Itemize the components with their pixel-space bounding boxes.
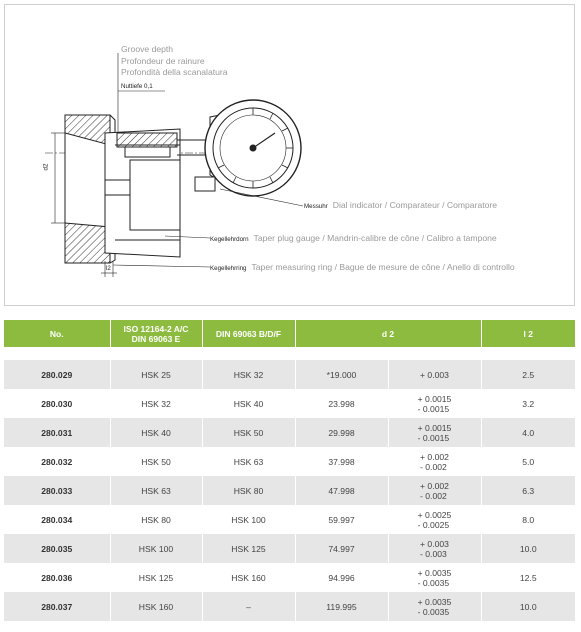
tolerance-plus: + 0.003 [420,369,449,380]
cell-d2: 23.998 [295,389,388,418]
tolerance-minus: - 0.0035 [417,577,450,588]
cell-no: 280.034 [4,505,110,534]
tolerance-minus: - 0.002 [420,490,447,501]
callout-taper-ring [210,262,515,274]
cell-iso: HSK 125 [110,563,202,592]
callout-plug-de: Kegellehrdorn [210,236,249,243]
tolerance-minus: - 0.0025 [417,519,450,530]
header-din: DIN 69063 B/D/F [202,320,295,347]
l2-label: l2 [106,265,111,272]
cell-tolerance [388,476,481,505]
tolerance-minus: - 0.003 [420,548,447,559]
spec-table [4,320,575,621]
cell-l2: 3.2 [522,398,535,409]
tolerance-values [420,452,449,472]
tolerance-minus: - 0.0015 [417,432,450,443]
cell-l2: 4.0 [481,418,575,447]
tolerance-values [420,481,449,501]
callout-ring-de: Kegellehrring [210,265,247,272]
cell-d2: 29.998 [295,418,388,447]
tolerance-minus: - 0.002 [420,461,447,472]
cell-din: HSK 32 [202,360,295,389]
cell-tolerance [388,418,481,447]
cell-l2: 6.3 [481,476,575,505]
groove-depth-label-it: Profondità della scanalatura [121,67,228,77]
tolerance-values [418,597,452,617]
callout-taper-plug [210,233,497,245]
nuttiefe-label: Nuttiefe 0,1 [121,83,153,90]
header-d2: d 2 [295,320,481,347]
cell-no: 280.031 [4,418,110,447]
cell-iso: HSK 80 [110,505,202,534]
cell-din: HSK 80 [202,476,295,505]
cell-l2: 12.5 [519,572,537,583]
tolerance-plus: + 0.0035 [417,596,452,607]
cell-tolerance [388,563,481,592]
header-iso-line1: ISO 12164-2 A/C [123,323,189,334]
cell-iso: HSK 50 [110,447,202,476]
cell-din: HSK 40 [202,389,295,418]
header-l2: l 2 [481,320,575,347]
tolerance-plus: + 0.002 [420,451,449,462]
cell-tolerance [388,360,481,389]
cell-din: HSK 100 [202,505,295,534]
tolerance-plus: + 0.0035 [417,567,452,578]
cell-d2: 47.998 [295,476,388,505]
table-header-row [4,320,575,347]
cell-tolerance [388,534,481,563]
table-row [4,476,575,505]
tolerance-values [418,568,452,588]
callout-ring-text: Taper measuring ring / Bague de mesure de cône / Anello di controllo [251,262,515,272]
cell-tolerance [388,592,481,621]
cell-iso: HSK 32 [110,389,202,418]
cell-l2: 5.0 [522,456,535,467]
cell-l2: 10.0 [481,592,575,621]
table-row [4,447,575,476]
leader-ring [113,265,210,267]
cell-no: 280.032 [4,447,110,476]
cell-no: 280.033 [4,476,110,505]
tolerance-plus: + 0.003 [420,538,449,549]
cell-iso: HSK 40 [110,418,202,447]
table-spacer [4,347,575,360]
cell-no: 280.030 [4,389,110,418]
header-no: No. [4,320,110,347]
tolerance-values [418,423,452,443]
header-iso [110,320,202,347]
cell-l2: 10.0 [481,534,575,563]
spacer-cell [4,347,575,360]
tolerance-values [418,510,452,530]
cell-tolerance [388,389,481,418]
callout-dial-indicator [304,200,497,212]
tolerance-minus: - 0.0015 [417,403,450,414]
tolerance-plus: + 0.0015 [417,393,452,404]
cell-din: HSK 63 [202,447,295,476]
cell-iso: HSK 160 [110,592,202,621]
ring-hatch-bottom [65,223,110,263]
callout-dial-text: Dial indicator / Comparateur / Comparatore [332,200,498,210]
table-body [4,347,575,621]
tolerance-plus: + 0.0025 [417,509,452,520]
cell-iso: HSK 100 [110,534,202,563]
cell-din: HSK 50 [202,418,295,447]
groove-depth-label-fr: Profondeur de rainure [121,56,205,66]
callout-dial-de: Messuhr [304,203,328,210]
cell-iso: HSK 63 [110,476,202,505]
cell-l2: 2.5 [481,360,575,389]
cell-din: – [202,592,295,621]
technical-drawing [4,4,575,306]
cell-l2: 8.0 [522,514,535,525]
header-iso-line2: DIN 69063 E [131,333,181,344]
cell-d2: 59.997 [295,505,388,534]
cell-no: 280.035 [4,534,110,563]
indicator-stem [117,133,177,147]
table-row [4,563,575,592]
tolerance-values [420,539,449,559]
table-row [4,360,575,389]
tolerance-plus: + 0.002 [420,480,449,491]
cell-d2: 94.996 [295,563,388,592]
cell-d2: *19.000 [295,360,388,389]
table-row [4,592,575,621]
cell-iso: HSK 25 [110,360,202,389]
cell-no: 280.029 [4,360,110,389]
cell-d2: 37.998 [295,447,388,476]
cell-tolerance [388,505,481,534]
tolerance-minus: - 0.0035 [417,606,450,617]
cell-d2: 74.997 [295,534,388,563]
cell-no: 280.037 [4,592,110,621]
d2-label: d2 [42,163,50,171]
cell-no: 280.036 [4,563,110,592]
cell-din: HSK 160 [202,563,295,592]
tolerance-values [418,394,452,414]
cell-tolerance [388,447,481,476]
tolerance-plus: + 0.0015 [417,422,452,433]
table-row [4,534,575,563]
tolerance-values [420,370,449,380]
cell-d2: 119.995 [295,592,388,621]
cell-din: HSK 125 [202,534,295,563]
callout-plug-text: Taper plug gauge / Mandrin-calibre de cône / Calibro a tampone [253,233,497,243]
table-row [4,389,575,418]
table-row [4,418,575,447]
table-row [4,505,575,534]
groove-depth-label-en: Groove depth [121,44,174,54]
